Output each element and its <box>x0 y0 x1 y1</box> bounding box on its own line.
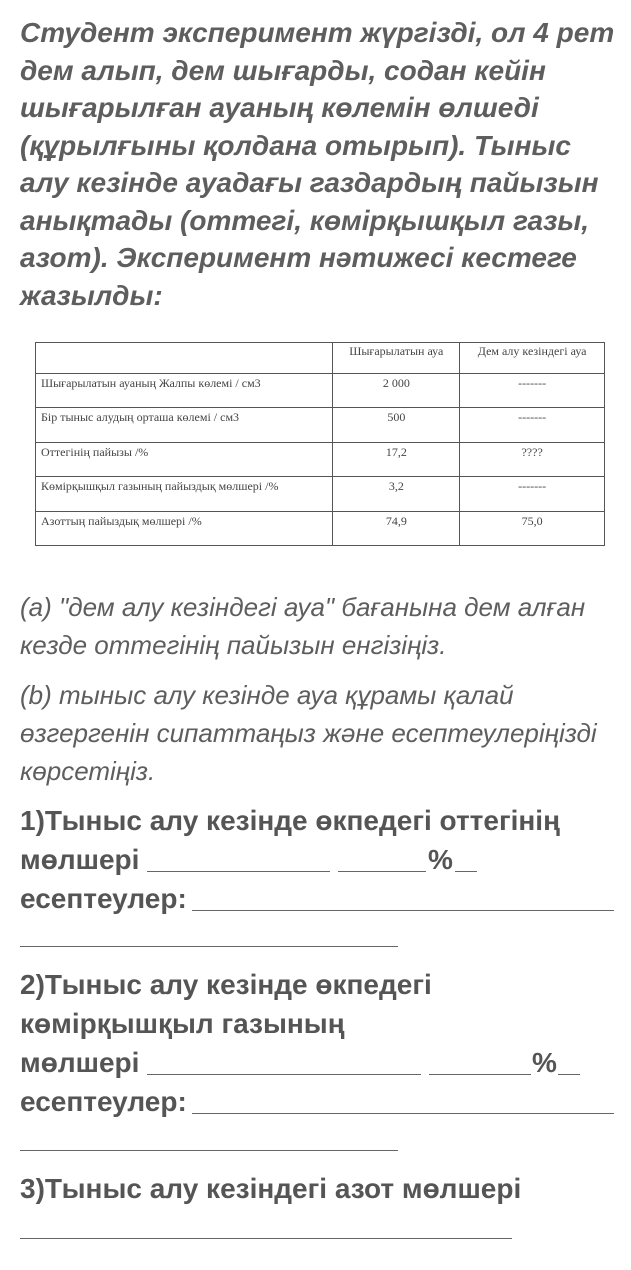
table-header-row <box>36 343 605 374</box>
task2-title: 2)Тыныс алу кезінде өкпедегі <box>20 969 432 1000</box>
table-cell-value: 3,2 <box>333 477 460 511</box>
task1-title: 1)Тыныс алу кезінде өкпедегі оттегінің <box>20 805 560 836</box>
question-b: (b) тыныс алу кезінде ауа құрамы қалай өзгергенін сипаттаңыз және есептеулеріңізді көрсетіңіз. <box>20 680 597 786</box>
results-table <box>35 342 605 546</box>
table-cell-value: 500 <box>333 408 460 442</box>
task1-percent-sign: % <box>428 844 453 875</box>
task1-amount-label: мөлшері <box>20 844 140 875</box>
task1-calc-blank[interactable] <box>192 910 614 911</box>
table-cell-value: 2 000 <box>333 373 460 407</box>
table-cell-value: 17,2 <box>333 442 460 476</box>
table-header-inhaled: Дем алу кезіндегі ауа <box>460 343 605 374</box>
table-cell-value: 75,0 <box>460 511 605 545</box>
table-header-empty <box>36 343 333 374</box>
table-header-exhaled: Шығарылатын ауа <box>333 343 460 374</box>
table-cell-value: ------- <box>460 408 605 442</box>
task3-title: 3)Тыныс алу кезіндегі азот мөлшері <box>20 1173 522 1204</box>
table-cell-label: Бір тыныс алудың орташа көлемі / см3 <box>36 408 333 442</box>
task2-percent-sign: % <box>532 1047 557 1078</box>
task1-calc-label: есептеулер: <box>20 883 187 914</box>
results-table-container <box>35 342 605 546</box>
table-row <box>36 511 605 545</box>
table-row <box>36 373 605 407</box>
table-cell-value: 74,9 <box>333 511 460 545</box>
table-cell-value: ------- <box>460 373 605 407</box>
task1-percent-tail <box>455 871 477 872</box>
table-cell-label: Азоттың пайыздық мөлшері /% <box>36 511 333 545</box>
task2-percent-tail <box>558 1074 580 1075</box>
task1-calc-blank-2[interactable] <box>20 946 398 947</box>
task2-calc-label: есептеулер: <box>20 1086 187 1117</box>
task3-answer-blank[interactable] <box>20 1238 512 1239</box>
table-cell-label: Оттегінің пайызы /% <box>36 442 333 476</box>
question-a: (a) "дем алу кезіндегі ауа" бағанына дем алған кезде оттегінің пайызын енгізіңіз. <box>20 592 586 660</box>
task2-amount-label: мөлшері <box>20 1047 140 1078</box>
table-row <box>36 477 605 511</box>
table-cell-label: Көмірқышқыл газының пайыздық мөлшері /% <box>36 477 333 511</box>
table-row <box>36 442 605 476</box>
task2-calc-blank[interactable] <box>192 1113 614 1114</box>
intro-text: Студент эксперимент жүргізді, ол 4 рет дем алып, дем шығарды, содан кейін шығарылған ауаның көлемін өлшеді (құрылғыны қолдана отырып). Тыныс алу кезінде ауадағы газдардың пайызын анықтады (оттегі, көмірқышқыл газы, азот). Эксперимент нәтижесі кестеге жазылды: <box>20 17 615 311</box>
table-cell-label: Шығарылатын ауаның Жалпы көлемі / см3 <box>36 373 333 407</box>
task1-amount-blank[interactable] <box>147 871 330 872</box>
task2-amount-blank[interactable] <box>147 1074 421 1075</box>
table-cell-value: ???? <box>460 442 605 476</box>
task1-percent-blank[interactable] <box>338 871 426 872</box>
task2-title-2: көмірқышқыл газының <box>20 1008 345 1039</box>
table-cell-value: ------- <box>460 477 605 511</box>
table-row <box>36 408 605 442</box>
task2-percent-blank[interactable] <box>429 1074 531 1075</box>
task2-calc-blank-2[interactable] <box>20 1150 398 1151</box>
